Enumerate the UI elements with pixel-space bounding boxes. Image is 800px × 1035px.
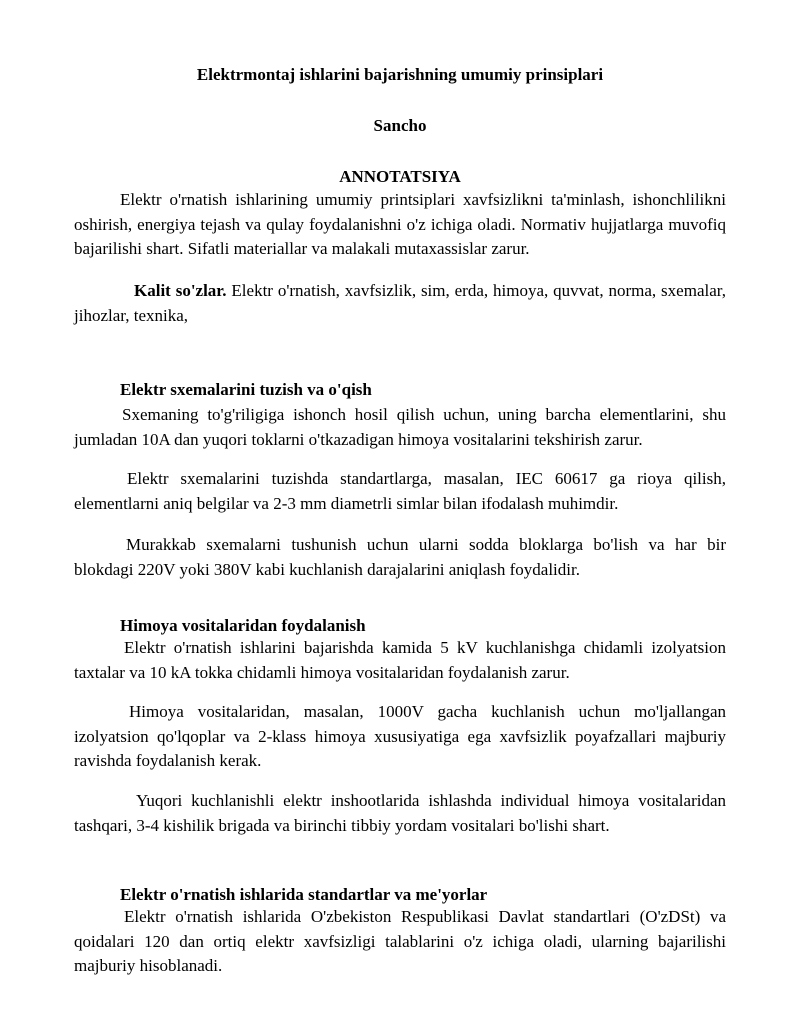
keywords-label: Kalit so'zlar. [134,281,227,300]
author-name: Sancho [373,116,427,135]
section-paragraph [74,636,726,685]
abstract-text: Elektr o'rnatish ishlarining umumiy printsiplari xavfsizlikni ta'minlash, ishonchlilikni oshirish, energiya tejash va qulay foydalanishni o'z ichiga oladi. Normativ hujjatlarga muvofiq bajarilishi shart. Sifatli materiallar va malakali mutaxassislar zarur. [74,190,726,259]
paragraph-text: Elektr o'rnatish ishlarida O'zbekiston Respublikasi Davlat standartlari (O'zDSt) va qoidalari 120 dan ortiq elektr xavfsizligi talablarini o'z ichiga oladi, ularning bajarilishi majburiy hisoblanadi. [74,907,726,976]
abstract-heading: ANNOTATSIYA [339,167,461,186]
section-heading-standards: Elektr o'rnatish ishlarida standartlar va me'yorlar [120,885,488,904]
paragraph-text: Himoya vositalaridan, masalan, 1000V gacha kuchlanish uchun mo'ljallangan izolyatsion qo'lqoplar va 2-klass himoya xususiyatiga ega xavfsizlik poyafzallari majburiy ravishda foydalanish kerak. [74,702,726,771]
section-paragraph [74,789,726,838]
keywords-paragraph [74,279,726,328]
paragraph-text: Elektr sxemalarini tuzishda standartlarga, masalan, IEC 60617 ga rioya qilish, elementlarni aniq belgilar va 2-3 mm diametrli simlar bilan ifodalash muhimdir. [74,469,726,513]
paragraph-text: Elektr o'rnatish ishlarini bajarishda kamida 5 kV kuchlanishga chidamli izolyatsion taxtalar va 10 kA tokka chidamli himoya vositalaridan foydalanish zarur. [74,638,726,682]
abstract-paragraph [74,188,726,262]
section-paragraph [74,403,726,452]
paragraph-text: Yuqori kuchlanishli elektr inshootlarida ishlashda individual himoya vositalaridan tashqari, 3-4 kishilik brigada va birinchi tibbiy yordam vositalari bo'lishi shart. [74,791,726,835]
keywords-text: Elektr o'rnatish, xavfsizlik, sim, erda, himoya, quvvat, norma, sxemalar, jihozlar, texnika, [74,281,726,325]
section-paragraph [74,905,726,979]
section-heading-schemes: Elektr sxemalarini tuzish va o'qish [120,380,372,399]
section-paragraph [74,700,726,774]
section-paragraph [74,533,726,582]
document-title: Elektrmontaj ishlarini bajarishning umumiy prinsiplari [196,65,604,84]
section-heading-protection: Himoya vositalaridan foydalanish [120,616,366,635]
paragraph-text: Murakkab sxemalarni tushunish uchun ularni sodda bloklarga bo'lish va har bir blokdagi 220V yoki 380V kabi kuchlanish darajalarini aniqlash foydalidir. [74,535,726,579]
paragraph-text: Sxemaning to'g'riligiga ishonch hosil qilish uchun, uning barcha elementlarini, shu jumladan 10A dan yuqori toklarni o'tkazadigan himoya vositalarini tekshirish zarur. [74,405,726,449]
section-paragraph [74,467,726,516]
